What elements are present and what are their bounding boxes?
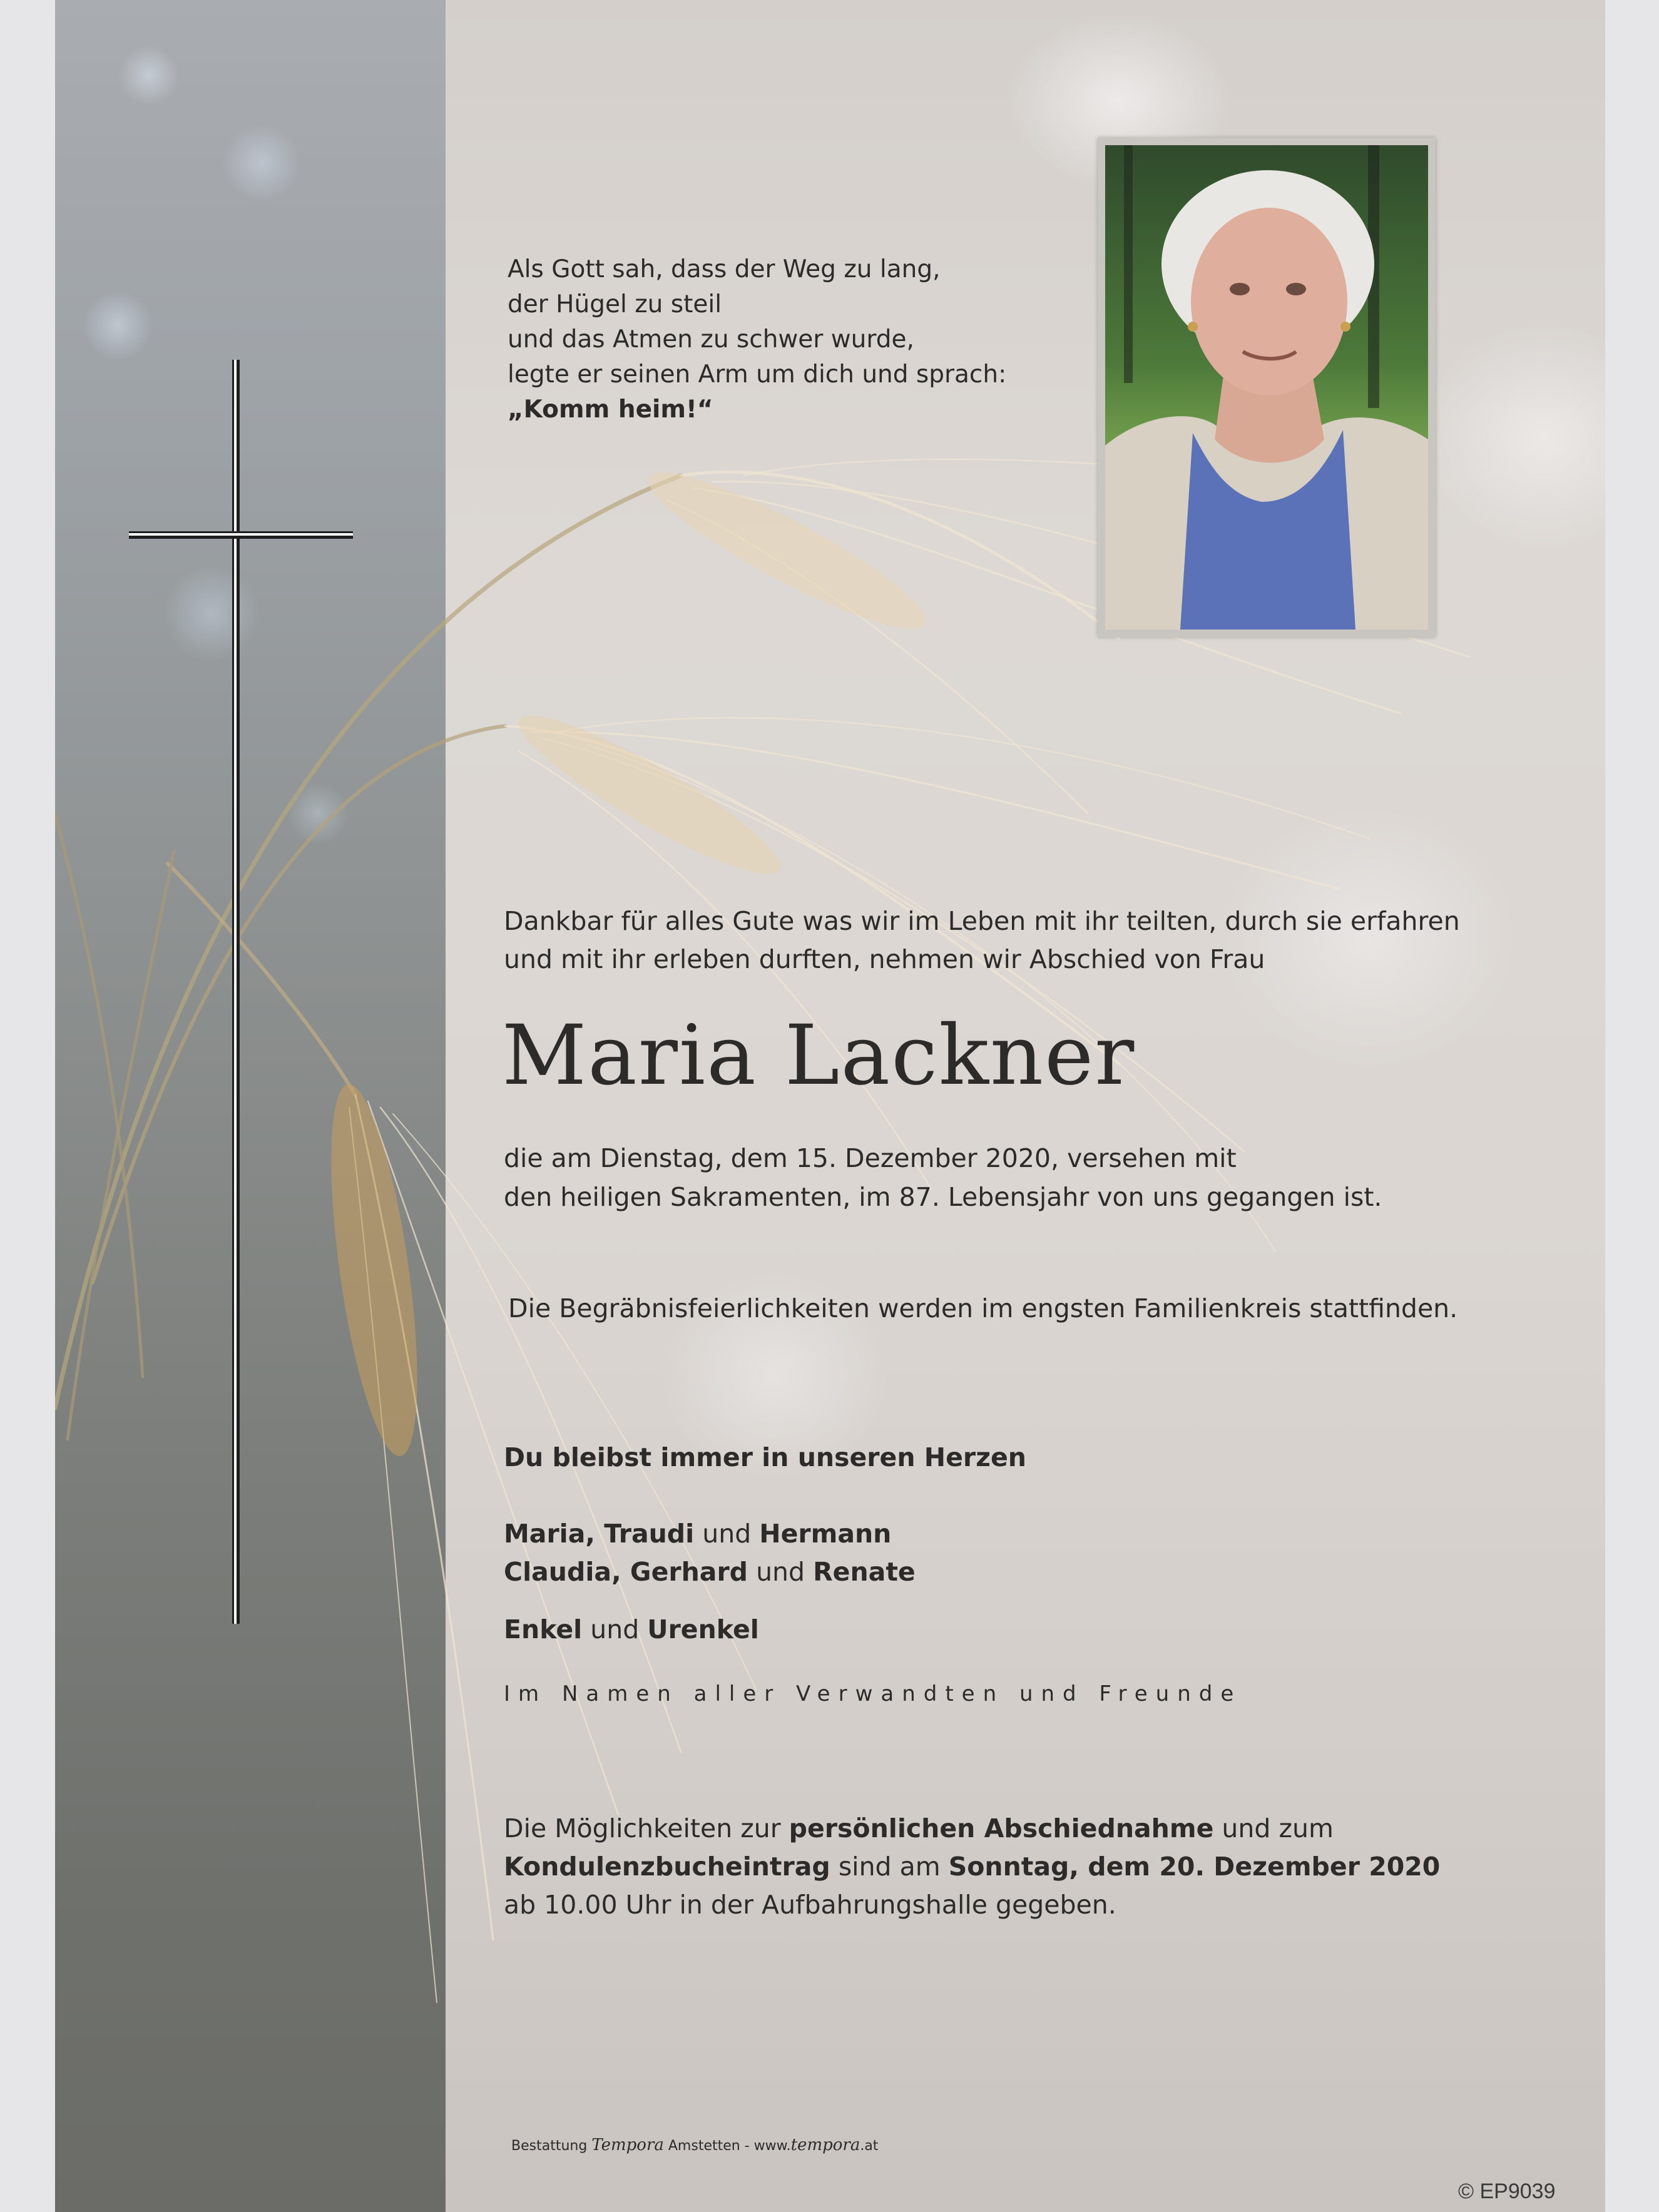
intro-line-2: und mit ihr erleben durften, nehmen wir Abschied von Frau: [504, 944, 1265, 974]
mourners-row-3-and: und: [582, 1614, 648, 1644]
mourners-row-1-and: und: [694, 1519, 760, 1549]
mourners-row-3-name-b: Urenkel: [647, 1614, 759, 1644]
mourners-row-3-names: Enkel: [504, 1614, 583, 1644]
mourners-row-2: [504, 1552, 916, 1591]
parte-sheet: [55, 0, 1605, 2212]
mourners-row-1-names: Maria, Traudi: [504, 1519, 695, 1549]
farewell-line-1-b: persönlichen Abschiednahme: [789, 1813, 1214, 1843]
mourners-row-2-and: und: [748, 1557, 814, 1587]
deceased-name: Maria Lackner: [502, 1007, 1136, 1104]
death-notice-line-2: den heiligen Sakramenten, im 87. Lebensjahr von uns gegangen ist.: [504, 1182, 1382, 1212]
farewell-line-1-c: und zum: [1213, 1813, 1334, 1843]
portrait-photo: [1098, 138, 1436, 637]
footer-middle: Amstetten - www.: [663, 2138, 791, 2154]
mourners-closing: Im Namen aller Verwandten und Freunde: [504, 1681, 1242, 1706]
mourners-row-2-names: Claudia, Gerhard: [504, 1557, 748, 1587]
mourners-row-1-name-b: Hermann: [759, 1519, 892, 1549]
footer-brand-url: tempora: [790, 2136, 860, 2154]
mourners-row-1: [504, 1514, 891, 1553]
death-notice-line-1: die am Dienstag, dem 15. Dezember 2020, versehen mit: [504, 1143, 1237, 1173]
copyright-code: © EP9039: [1458, 2179, 1556, 2203]
footer-suffix: .at: [860, 2138, 879, 2154]
footer-credit: [511, 2133, 878, 2159]
portrait-image: [1105, 145, 1428, 629]
farewell-line-2: [504, 1847, 1440, 1886]
farewell-line-3: ab 10.00 Uhr in der Aufbahrungshalle gegeben.: [504, 1890, 1116, 1920]
farewell-line-1-a: Die Möglichkeiten zur: [504, 1813, 789, 1843]
mourners-row-3: [504, 1610, 759, 1649]
poem-line-3: und das Atmen zu schwer wurde,: [508, 325, 914, 354]
intro-line-1: Dankbar für alles Gute was wir im Leben mit ihr teilten, durch sie erfahren: [504, 906, 1460, 936]
farewell-line-2-b: sind am: [830, 1852, 949, 1882]
footer-prefix: Bestattung: [511, 2138, 592, 2154]
footer-brand: Tempora: [591, 2136, 664, 2154]
farewell-line-2-a: Kondulenzbucheintrag: [504, 1852, 830, 1882]
left-background-band: [55, 0, 446, 2212]
poem-quote: „Komm heim!“: [508, 395, 713, 424]
motto: Du bleibst immer in unseren Herzen: [504, 1442, 1026, 1472]
poem-line-4: legte er seinen Arm um dich und sprach:: [508, 360, 1007, 389]
poem-line-2: der Hügel zu steil: [508, 290, 722, 319]
farewell-line-1: [504, 1809, 1334, 1848]
funeral-note: Die Begräbnisfeierlichkeiten werden im engsten Familienkreis stattfinden.: [508, 1293, 1458, 1323]
mourners-row-2-name-b: Renate: [813, 1557, 916, 1587]
poem-line-1: Als Gott sah, dass der Weg zu lang,: [508, 255, 941, 283]
farewell-line-2-c: Sonntag, dem 20. Dezember 2020: [948, 1852, 1441, 1882]
